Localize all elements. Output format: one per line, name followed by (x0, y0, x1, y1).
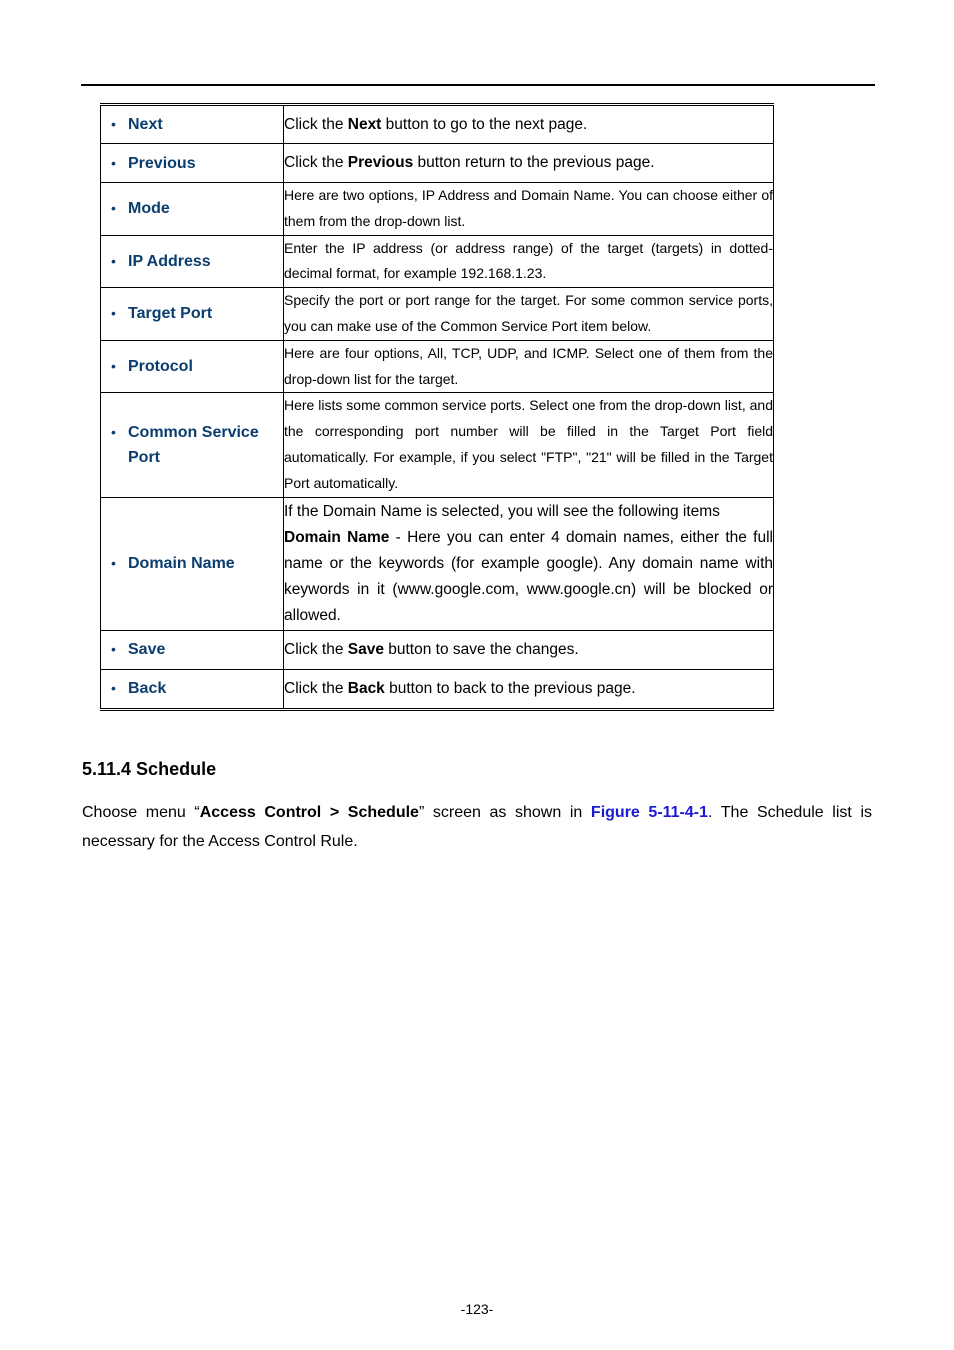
description-text (284, 183, 773, 235)
description-bold: Next (347, 115, 382, 133)
description-segment: button to go to the next page. (381, 115, 588, 133)
section-paragraph (82, 798, 872, 856)
description-text (284, 236, 773, 288)
description-cell (284, 497, 774, 630)
term-wrapper (101, 551, 283, 576)
description-segment: Here are four options, All, TCP, UDP, and ICMP. Select one of them from the drop-down list for the target. (284, 344, 773, 387)
table-row (101, 497, 774, 630)
term-cell (101, 235, 284, 288)
bullet-icon: • (111, 200, 116, 217)
term-wrapper (101, 196, 283, 221)
term-wrapper (101, 301, 283, 326)
table-row (101, 288, 774, 341)
description-bold: Previous (347, 154, 414, 171)
table-row (101, 144, 774, 183)
bullet-icon: • (111, 305, 116, 322)
term-cell (101, 393, 284, 497)
term-wrapper (101, 354, 283, 379)
bullet-icon: • (111, 641, 116, 658)
term-label: Next (128, 116, 163, 133)
header-rule (81, 84, 875, 86)
term-cell (101, 144, 284, 183)
description-segment: Click the (284, 679, 348, 697)
description-bold: Domain Name (284, 528, 390, 546)
description-cell (284, 669, 774, 709)
para-text: Choose menu “ (82, 804, 200, 821)
description-text (284, 676, 773, 702)
term-wrapper (101, 420, 283, 470)
bullet-icon: • (111, 252, 116, 269)
table-row (101, 183, 774, 236)
description-segment: button return to the previous page. (413, 154, 655, 171)
description-bold: Save (347, 640, 384, 658)
description-text (284, 525, 773, 629)
description-segment: button to back to the previous page. (384, 679, 636, 697)
description-segment: Here lists some common service ports. Select one from the drop-down list, and the corresponding port number will be filled in the Target Port field automatically. For example, if you select "FTP", "21" will be filled in the Target Port automatically. (284, 397, 773, 491)
bullet-icon: • (111, 154, 116, 171)
term-label: Back (128, 680, 167, 698)
term-label: Protocol (128, 358, 193, 376)
description-text (284, 288, 773, 340)
description-segment: Click the (284, 640, 348, 658)
description-segment: button to save the changes. (383, 640, 579, 658)
description-cell (284, 235, 774, 288)
description-segment: - Here you can enter 4 domain names, either the full name or the keywords (for example google). Any domain name with keywords in it (www.google.com, www.google.cn) will be blocked or allowed. (284, 528, 773, 624)
description-cell (284, 630, 774, 669)
term-wrapper (101, 151, 283, 176)
term-cell (101, 630, 284, 669)
term-wrapper (101, 637, 283, 662)
table-row (101, 669, 774, 709)
term-cell (101, 288, 284, 341)
description-segment: Enter the IP address (or address range) of the target (targets) in dotted-decimal format, for example 192.168.1.23. (284, 239, 773, 282)
description-cell (284, 393, 774, 497)
description-text (284, 393, 773, 496)
description-text (284, 341, 773, 393)
description-cell (284, 144, 774, 183)
table-row (101, 235, 774, 288)
description-cell (284, 183, 774, 236)
term-label: Save (128, 641, 166, 659)
description-text (284, 112, 773, 138)
figure-link[interactable]: Figure 5-11-4-1 (590, 804, 709, 821)
section-title: 5.11.4 Schedule (82, 759, 217, 779)
description-segment: Click the (284, 154, 348, 171)
parameter-table (100, 103, 774, 711)
term-cell (101, 669, 284, 709)
table-row (101, 340, 774, 393)
page-number: -123- (460, 1301, 494, 1317)
term-cell (101, 105, 284, 144)
bullet-icon: • (111, 555, 116, 572)
term-wrapper (101, 112, 283, 137)
term-label: Common Service Port (128, 423, 259, 466)
parameter-table-body (101, 105, 774, 710)
table-row (101, 105, 774, 144)
term-label: Domain Name (128, 555, 235, 573)
description-text (284, 150, 773, 176)
para-text: ” screen as shown in (418, 804, 591, 821)
description-cell (284, 340, 774, 393)
bullet-icon: • (111, 116, 116, 132)
table-row (101, 393, 774, 497)
bullet-icon: • (111, 680, 116, 697)
term-wrapper (101, 676, 283, 701)
bullet-icon: • (111, 358, 116, 375)
description-lead: If the Domain Name is selected, you will see the following items (284, 502, 720, 520)
description-segment: Click the (284, 115, 348, 133)
term-cell (101, 340, 284, 393)
bullet-icon: • (111, 423, 116, 440)
description-bold: Back (347, 679, 385, 697)
description-cell (284, 105, 774, 144)
table-row (101, 630, 774, 669)
description-cell (284, 288, 774, 341)
description-segment: Here are two options, IP Address and Domain Name. You can choose either of them from the drop-down list. (284, 187, 773, 229)
term-cell (101, 183, 284, 236)
term-label: Mode (128, 200, 170, 218)
term-label: IP Address (128, 252, 211, 270)
menu-path: Access Control > Schedule (199, 804, 419, 821)
description-segment: Specify the port or port range for the target. For some common service ports, you can make use of the Common Service Port item below. (284, 292, 773, 334)
term-label: Previous (128, 154, 196, 172)
term-cell (101, 497, 284, 630)
term-label: Target Port (128, 305, 213, 323)
description-text (284, 637, 773, 663)
term-wrapper (101, 249, 283, 274)
para-text: . The Schedule list is necessary for the Access Control Rule. (82, 804, 872, 850)
